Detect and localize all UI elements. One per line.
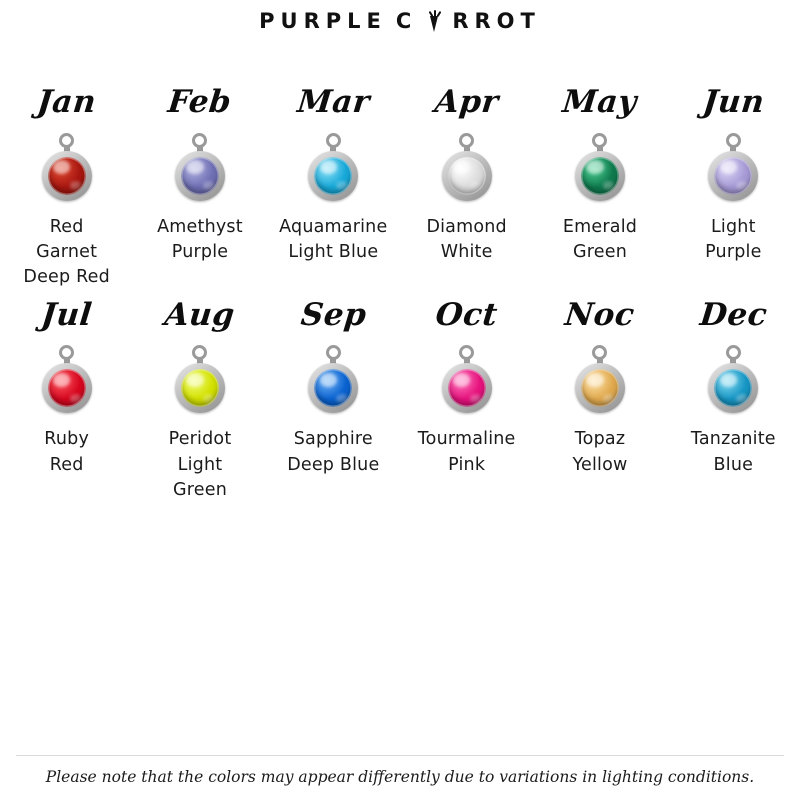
gemstone — [314, 157, 352, 195]
brand-word-rrot: RROT — [452, 8, 541, 33]
gemstone — [448, 157, 486, 195]
month-label: Jan — [35, 84, 98, 120]
bezel — [575, 151, 625, 201]
birthstone-cell — [400, 291, 533, 504]
bail-icon — [592, 345, 607, 360]
charm-image — [137, 337, 262, 423]
bezel — [42, 363, 92, 413]
bezel — [308, 363, 358, 413]
bail-icon — [592, 133, 607, 148]
stone-name: Aquamarine Light Blue — [279, 216, 388, 262]
birthstone-cell — [667, 78, 800, 291]
brand-logo — [259, 10, 541, 32]
birthstone-cell — [0, 78, 133, 291]
bail-icon — [726, 345, 741, 360]
month-label: Feb — [166, 84, 234, 120]
bail-icon — [59, 345, 74, 360]
month-label: Oct — [433, 296, 500, 333]
stone-name: Tourmaline Pink — [417, 429, 516, 475]
stone-name: Tanzanite Blue — [690, 429, 776, 475]
gemstone — [181, 369, 219, 407]
month-label: Mar — [295, 84, 372, 120]
bezel — [42, 151, 92, 201]
month-label: Dec — [697, 296, 769, 333]
gemstone — [581, 157, 619, 195]
carrot-icon — [427, 10, 442, 32]
month-label: Apr — [433, 84, 501, 120]
charm-image — [271, 337, 396, 423]
bail-icon — [59, 133, 74, 148]
stone-name: Sapphire Deep Blue — [287, 429, 380, 475]
birthstone-cell — [0, 291, 133, 504]
brand-header — [0, 10, 800, 50]
charm-image — [4, 337, 129, 423]
gemstone — [314, 369, 352, 407]
charm-image — [537, 125, 662, 211]
bezel — [708, 151, 758, 201]
birthstone-cell — [667, 291, 800, 504]
bail-icon — [326, 133, 341, 148]
bezel — [575, 363, 625, 413]
gemstone — [48, 369, 86, 407]
month-label: Sep — [298, 296, 368, 333]
brand-word-purple: PURPLE — [259, 8, 387, 33]
birthstone-cell — [133, 78, 266, 291]
stone-name: Ruby Red — [44, 429, 90, 475]
charm-image — [404, 337, 529, 423]
month-label: Aug — [163, 296, 237, 333]
footer-note: Please note that the colors may appear differently due to variations in lighting conditions. — [45, 768, 755, 786]
bail-icon — [192, 133, 207, 148]
birthstone-cell — [533, 291, 666, 504]
stone-name: Peridot Light Green — [168, 429, 232, 500]
footer-divider — [16, 755, 784, 756]
gemstone — [714, 369, 752, 407]
charm-image — [404, 125, 529, 211]
charm-image — [537, 337, 662, 423]
birthstone-cell — [400, 78, 533, 291]
birthstone-cell — [267, 291, 400, 504]
month-label: Jul — [39, 296, 94, 333]
birthstone-cell — [267, 78, 400, 291]
bezel — [708, 363, 758, 413]
birthstone-cell — [133, 291, 266, 504]
charm-image — [137, 125, 262, 211]
bail-icon — [459, 345, 474, 360]
gemstone — [448, 369, 486, 407]
birthstone-cell — [533, 78, 666, 291]
bezel — [175, 363, 225, 413]
stone-name: Red Garnet Deep Red — [23, 216, 110, 288]
stone-name: Emerald Green — [562, 216, 638, 262]
brand-word-c: C — [395, 8, 418, 33]
bail-icon — [326, 345, 341, 360]
bezel — [442, 363, 492, 413]
bail-icon — [192, 345, 207, 360]
bezel — [175, 151, 225, 201]
stone-name: Amethyst Purple — [157, 216, 243, 262]
bail-icon — [726, 133, 741, 148]
charm-image — [671, 125, 796, 211]
stone-name: Diamond White — [426, 216, 507, 262]
charm-image — [671, 337, 796, 423]
charm-image — [271, 125, 396, 211]
bezel — [308, 151, 358, 201]
bail-icon — [459, 133, 474, 148]
month-label: May — [561, 84, 639, 120]
gemstone — [48, 157, 86, 195]
gemstone — [181, 157, 219, 195]
bezel — [442, 151, 492, 201]
gemstone — [581, 369, 619, 407]
charm-image — [4, 125, 129, 211]
birthstone-grid — [0, 78, 800, 503]
month-label: Jun — [700, 84, 766, 120]
stone-name: Topaz Yellow — [572, 429, 628, 475]
month-label: Noc — [563, 296, 637, 333]
gemstone — [714, 157, 752, 195]
stone-name: Light Purple — [705, 216, 762, 262]
